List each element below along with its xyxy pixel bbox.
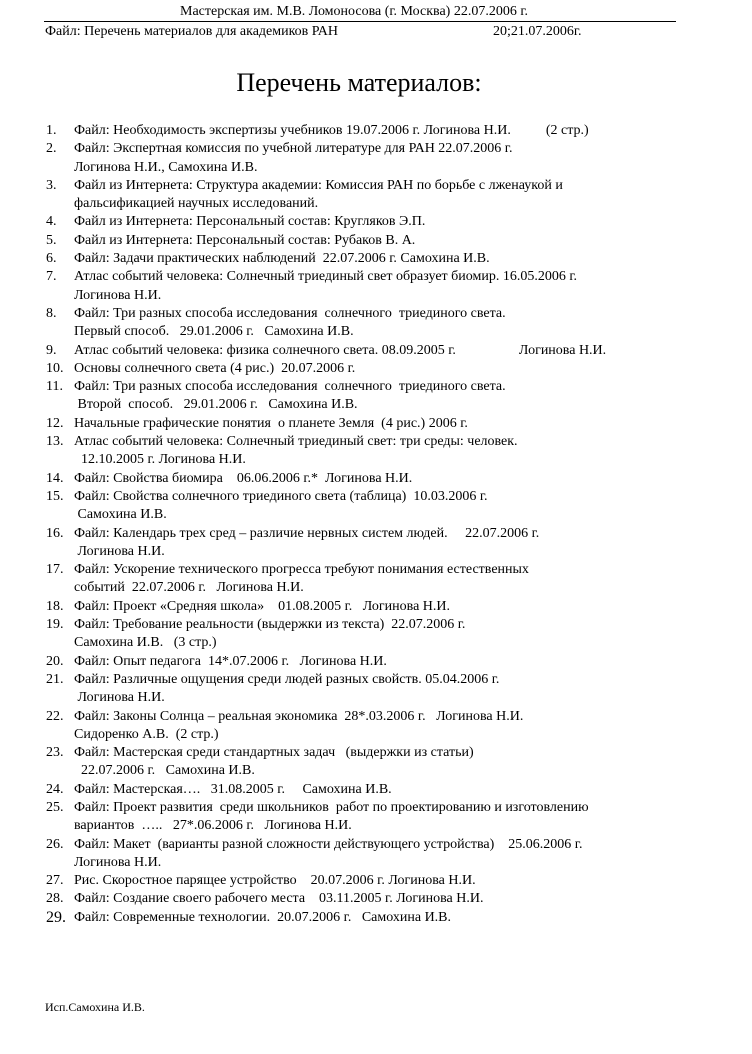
list-item-text: Файл из Интернета: Персональный состав: Кругляков Э.П. [74,214,426,230]
list-item [46,890,696,908]
list-item-text: Файл: Проект развития среди школьников работ по проектированию и изготовлению [74,799,589,815]
list-item [46,305,696,342]
list-item-text: Файл: Необходимость экспертизы учебников 19.07.2006 г. Логинова Н.И. (2 стр.) [74,123,589,138]
list-item-number: 5. [46,232,57,248]
list-item-text: Файл: Макет (варианты разной сложности действующего устройства) 25.06.2006 г. [74,836,583,852]
list-item [46,415,696,433]
list-item-continuation: 12.10.2005 г. Логинова Н.И. [74,452,246,468]
list-item-continuation: Сидоренко А.В. (2 стр.) [74,726,219,742]
list-item-number: 8. [46,305,57,321]
list-item-text: Файл из Интернета: Персональный состав: Рубаков В. А. [74,232,416,248]
list-item-number: 24. [46,781,64,797]
list-item [46,378,696,415]
list-item-text: Файл: Ускорение технического прогресса требуют понимания естественных [74,562,529,578]
list-item-number: 1. [46,123,57,138]
list-item [46,872,696,890]
list-item-number: 4. [46,214,57,230]
list-item [46,708,696,745]
header-divider [44,21,676,22]
header-file-title: Файл: Перечень материалов для академиков РАН [45,24,339,39]
header-date: 20;21.07.2006г. [493,24,582,39]
list-item-number: 13. [46,434,64,450]
list-item [46,470,696,488]
list-item [46,213,696,231]
list-item-text: Файл: Свойства солнечного триединого света (таблица) 10.03.2006 г. [74,488,488,504]
list-item-number: 26. [46,836,64,852]
list-item [46,488,696,525]
list-item [46,561,696,598]
list-item-text: Файл: Мастерская…. 31.08.2005 г. Самохина И.В. [74,781,392,797]
list-item [46,781,696,799]
list-item-continuation: Второй способ. 29.01.2006 г. Самохина И.В. [74,397,358,413]
list-item-number: 19. [46,617,64,633]
list-item-number: 22. [46,708,64,724]
list-item [46,909,696,927]
list-item-text: Атлас событий человека: Солнечный триединый свет: три среды: человек. [74,434,518,450]
list-item [46,433,696,470]
list-item-number: 23. [46,745,64,761]
list-item-text: Начальные графические понятия о планете Земля (4 рис.) 2006 г. [74,415,468,431]
list-item [46,525,696,562]
list-item-number: 16. [46,525,64,541]
list-item-number: 11. [46,379,63,395]
list-item [46,122,696,140]
list-item-text: Файл: Различные ощущения среди людей разных свойств. 05.04.2006 г. [74,671,500,687]
list-item-continuation: вариантов ….. 27*.06.2006 г. Логинова Н.И. [74,818,352,834]
list-item-number: 9. [46,342,57,358]
list-item-number: 15. [46,488,64,504]
list-item-text: Файл: Экспертная комиссия по учебной литературе для РАН 22.07.2006 г. [74,141,513,157]
page-title: Перечень материалов: [236,68,482,97]
header-line1: Мастерская им. М.В. Ломоносова (г. Москва) 22.07.2006 г. [180,4,528,19]
list-item [46,342,696,360]
list-item-continuation: Логинова Н.И., Самохина И.В. [74,159,258,175]
materials-list [46,122,696,927]
list-item-text: Атлас событий человека: Солнечный триединый свет образует биомир. 16.05.2006 г. [74,269,578,285]
list-item-continuation: событий 22.07.2006 г. Логинова Н.И. [74,580,304,596]
list-item-continuation: Первый способ. 29.01.2006 г. Самохина И.В. [74,324,354,340]
footer-executor: Исп.Самохина И.В. [45,1000,145,1014]
list-item-number: 28. [46,891,64,907]
list-item-text: Основы солнечного света (4 рис.) 20.07.2006 г. [74,360,356,376]
list-item [46,232,696,250]
list-item-number: 10. [46,360,64,376]
list-item-number: 29. [46,908,66,926]
list-item-text: Файл: Три разных способа исследования солнечного триединого света. [74,305,506,321]
list-item [46,360,696,378]
list-item-text: Рис. Скоростное парящее устройство 20.07.2006 г. Логинова Н.И. [74,873,476,889]
list-item-text: Файл: Три разных способа исследования солнечного триединого света. [74,379,506,395]
list-item [46,177,696,214]
list-item-text: Файл: Требование реальности (выдержки из текста) 22.07.2006 г. [74,617,466,633]
list-item-number: 17. [46,562,64,578]
list-item-continuation: фальсификацией научных исследований. [74,196,319,212]
list-item-number: 20. [46,653,64,669]
list-item-continuation: Логинова Н.И. [74,287,162,303]
list-item-text: Атлас событий человека: физика солнечного света. 08.09.2005 г. Логинова Н.И. [74,342,607,358]
list-item-continuation: Самохина И.В. (3 стр.) [74,635,217,651]
list-item-number: 21. [46,671,64,687]
list-item-number: 2. [46,141,57,157]
list-item-continuation: Логинова Н.И. [74,543,165,559]
list-item-text: Файл: Законы Солнца – реальная экономика 28*.03.2006 г. Логинова Н.И. [74,708,524,724]
list-item [46,799,696,836]
list-item-text: Файл: Опыт педагога 14*.07.2006 г. Логинова Н.И. [74,653,387,669]
list-item-continuation: Логинова Н.И. [74,690,165,706]
list-item-number: 12. [46,415,64,431]
list-item-number: 6. [46,251,57,267]
list-item [46,140,696,177]
list-item-number: 7. [46,269,57,285]
list-item-number: 25. [46,799,64,815]
list-item [46,744,696,781]
list-item [46,598,696,616]
list-item-number: 18. [46,598,64,614]
list-item-continuation: Логинова Н.И. [74,854,162,870]
list-item-text: Файл из Интернета: Структура академии: Комиссия РАН по борьбе с лженаукой и [74,177,563,193]
list-item-continuation: 22.07.2006 г. Самохина И.В. [74,763,255,779]
list-item-text: Файл: Современные технологии. 20.07.2006 г. Самохина И.В. [74,909,452,925]
list-item [46,268,696,305]
list-item [46,671,696,708]
list-item [46,250,696,268]
list-item-text: Файл: Проект «Средняя школа» 01.08.2005 г. Логинова Н.И. [74,598,451,614]
list-item-continuation: Самохина И.В. [74,507,167,523]
list-item-text: Файл: Календарь трех сред – различие нервных систем людей. 22.07.2006 г. [74,525,540,541]
list-item-number: 3. [46,177,57,193]
list-item [46,616,696,653]
list-item-text: Файл: Свойства биомира 06.06.2006 г.* Логинова Н.И. [74,470,413,486]
list-item [46,653,696,671]
list-item-number: 14. [46,470,64,486]
list-item-text: Файл: Мастерская среди стандартных задач (выдержки из статьи) [74,745,474,761]
list-item [46,836,696,873]
list-item-text: Файл: Задачи практических наблюдений 22.07.2006 г. Самохина И.В. [74,251,490,267]
list-item-text: Файл: Создание своего рабочего места 03.11.2005 г. Логинова Н.И. [74,891,484,907]
list-item-number: 27. [46,873,64,889]
